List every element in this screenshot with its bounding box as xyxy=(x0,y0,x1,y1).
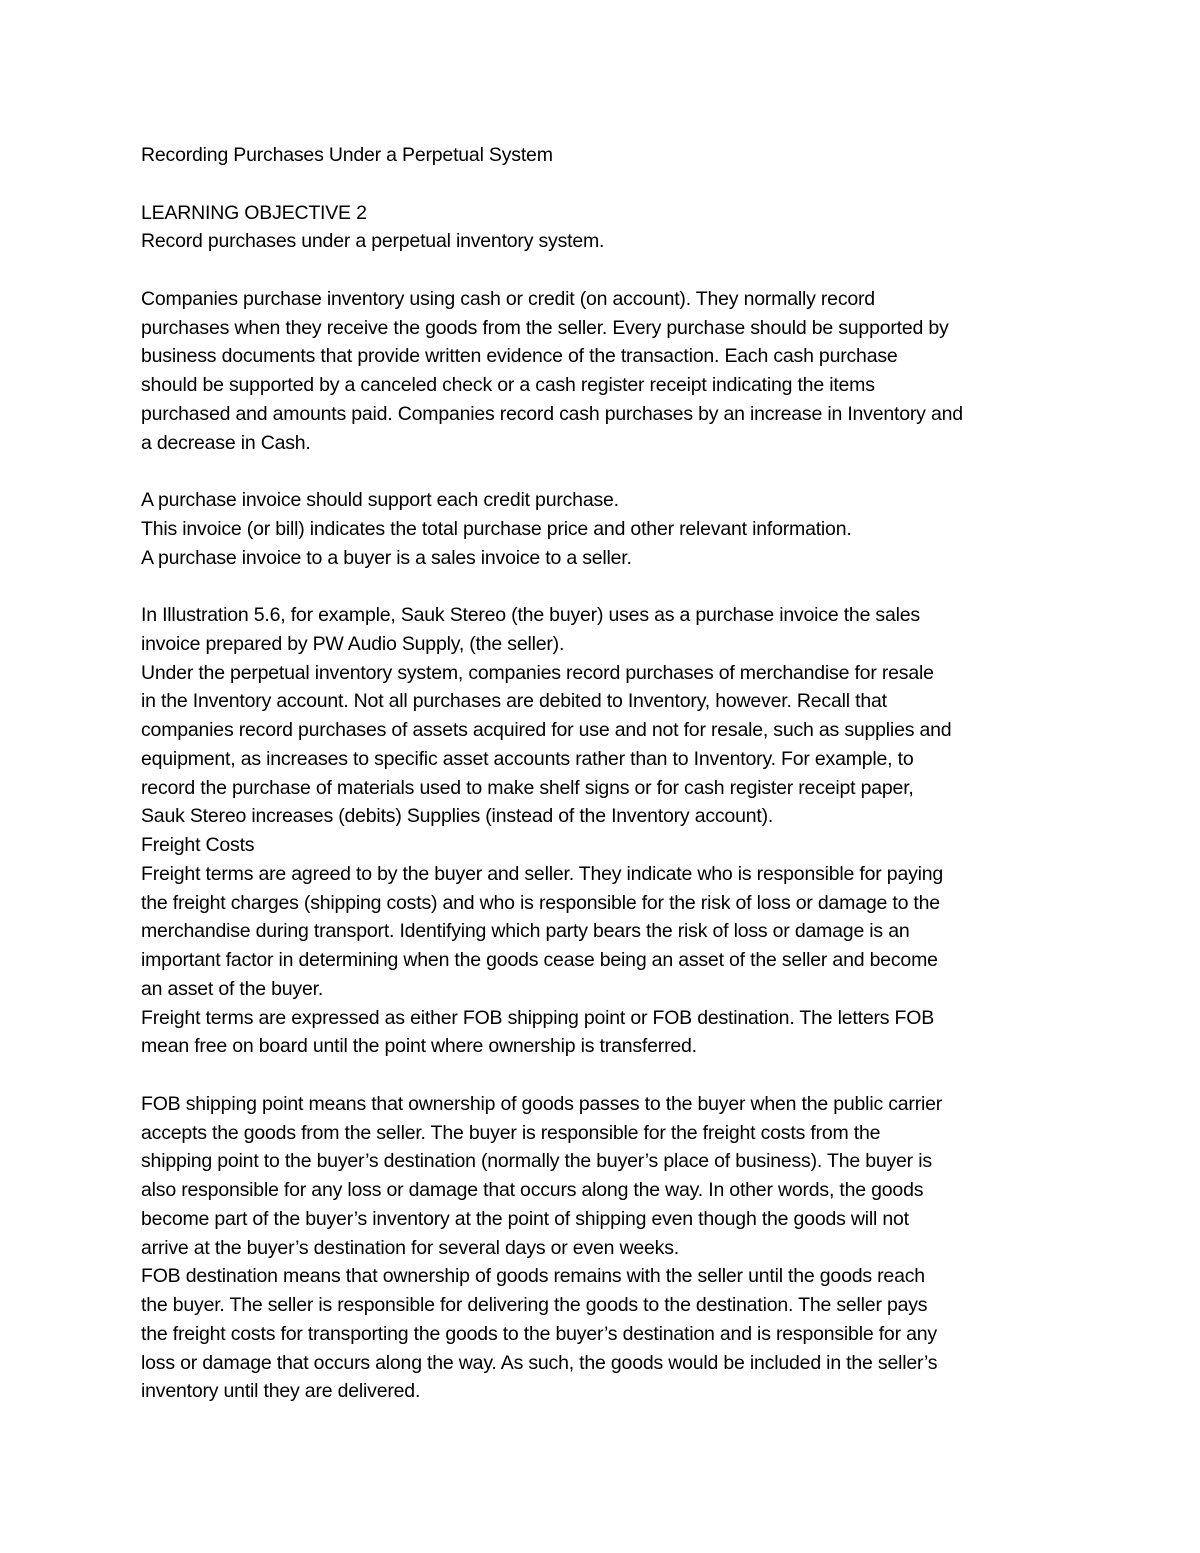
text-line: This invoice (or bill) indicates the total purchase price and other relevant information. xyxy=(141,517,852,540)
text-line: FOB shipping point means that ownership of goods passes to the buyer when the public carrier xyxy=(141,1092,943,1115)
document-title: Recording Purchases Under a Perpetual System xyxy=(141,144,553,166)
spacer xyxy=(141,572,1066,601)
text-line: should be supported by a canceled check or a cash register receipt indicating the items xyxy=(141,374,875,396)
paragraph-illustration-freight xyxy=(141,601,1066,1061)
text-line: inventory until they are delivered. xyxy=(141,1380,421,1403)
text-line: mean free on board until the point where ownership is transferred. xyxy=(141,1035,697,1058)
text-line: business documents that provide written evidence of the transaction. Each cash purchase xyxy=(141,345,898,368)
freight-costs-heading: Freight Costs xyxy=(141,834,255,856)
text-line: purchases when they receive the goods from the seller. Every purchase should be supported by xyxy=(141,316,949,339)
text-line: record the purchase of materials used to make shelf signs or for cash register receipt paper, xyxy=(141,776,914,799)
text-line: the freight costs for transporting the goods to the buyer’s destination and is responsible for any xyxy=(141,1322,937,1345)
text-line: become part of the buyer’s inventory at the point of shipping even though the goods will not xyxy=(141,1207,909,1230)
text-line: invoice prepared by PW Audio Supply, (the seller). xyxy=(141,632,565,655)
spacer xyxy=(141,457,1066,486)
objective-text: Record purchases under a perpetual inventory system. xyxy=(141,230,605,253)
text-line: in the Inventory account. Not all purchases are debited to Inventory, however. Recall that xyxy=(141,690,887,713)
text-line: Companies purchase inventory using cash or credit (on account). They normally record xyxy=(141,287,875,310)
text-line: also responsible for any loss or damage that occurs along the way. In other words, the goods xyxy=(141,1179,924,1201)
text-line: FOB destination means that ownership of goods remains with the seller until the goods reach xyxy=(141,1265,925,1288)
spacer xyxy=(141,170,1066,199)
text-line: important factor in determining when the goods cease being an asset of the seller and become xyxy=(141,949,938,971)
spacer xyxy=(141,1061,1066,1090)
text-line: companies record purchases of assets acquired for use and not for resale, such as supplies and xyxy=(141,719,952,741)
text-line: loss or damage that occurs along the way. As such, the goods would be included in the seller’s xyxy=(141,1351,938,1374)
text-line: Under the perpetual inventory system, companies record purchases of merchandise for resale xyxy=(141,661,934,684)
paragraph-purchase-invoice xyxy=(141,486,1066,572)
text-line: arrive at the buyer’s destination for several days or even weeks. xyxy=(141,1236,679,1259)
text-line: In Illustration 5.6, for example, Sauk Stereo (the buyer) uses as a purchase invoice the sales xyxy=(141,604,920,626)
text-line: the buyer. The seller is responsible for delivering the goods to the destination. The seller pays xyxy=(141,1294,928,1316)
document-body xyxy=(141,141,1066,1406)
text-line: Sauk Stereo increases (debits) Supplies (instead of the Inventory account). xyxy=(141,805,774,828)
spacer xyxy=(141,256,1066,285)
paragraph-purchases xyxy=(141,285,1066,458)
objective-heading: LEARNING OBJECTIVE 2 xyxy=(141,201,367,224)
text-line: Freight terms are agreed to by the buyer and seller. They indicate who is responsible for paying xyxy=(141,862,944,885)
text-line: A purchase invoice should support each credit purchase. xyxy=(141,489,619,511)
text-line: equipment, as increases to specific asset accounts rather than to Inventory. For example, to xyxy=(141,747,914,770)
text-line: the freight charges (shipping costs) and who is responsible for the risk of loss or damage to the xyxy=(141,891,940,914)
text-line: accepts the goods from the seller. The buyer is responsible for the freight costs from the xyxy=(141,1121,881,1144)
text-line: Freight terms are expressed as either FOB shipping point or FOB destination. The letters FOB xyxy=(141,1006,935,1029)
text-line: merchandise during transport. Identifying which party bears the risk of loss or damage is an xyxy=(141,920,910,943)
text-line: shipping point to the buyer’s destination (normally the buyer’s place of business). The buyer is xyxy=(141,1150,932,1173)
paragraph-fob xyxy=(141,1090,1066,1406)
text-line: A purchase invoice to a buyer is a sales invoice to a seller. xyxy=(141,546,632,569)
text-line: an asset of the buyer. xyxy=(141,977,324,1000)
text-line: a decrease in Cash. xyxy=(141,431,311,454)
text-line: purchased and amounts paid. Companies record cash purchases by an increase in Inventory and xyxy=(141,402,963,425)
